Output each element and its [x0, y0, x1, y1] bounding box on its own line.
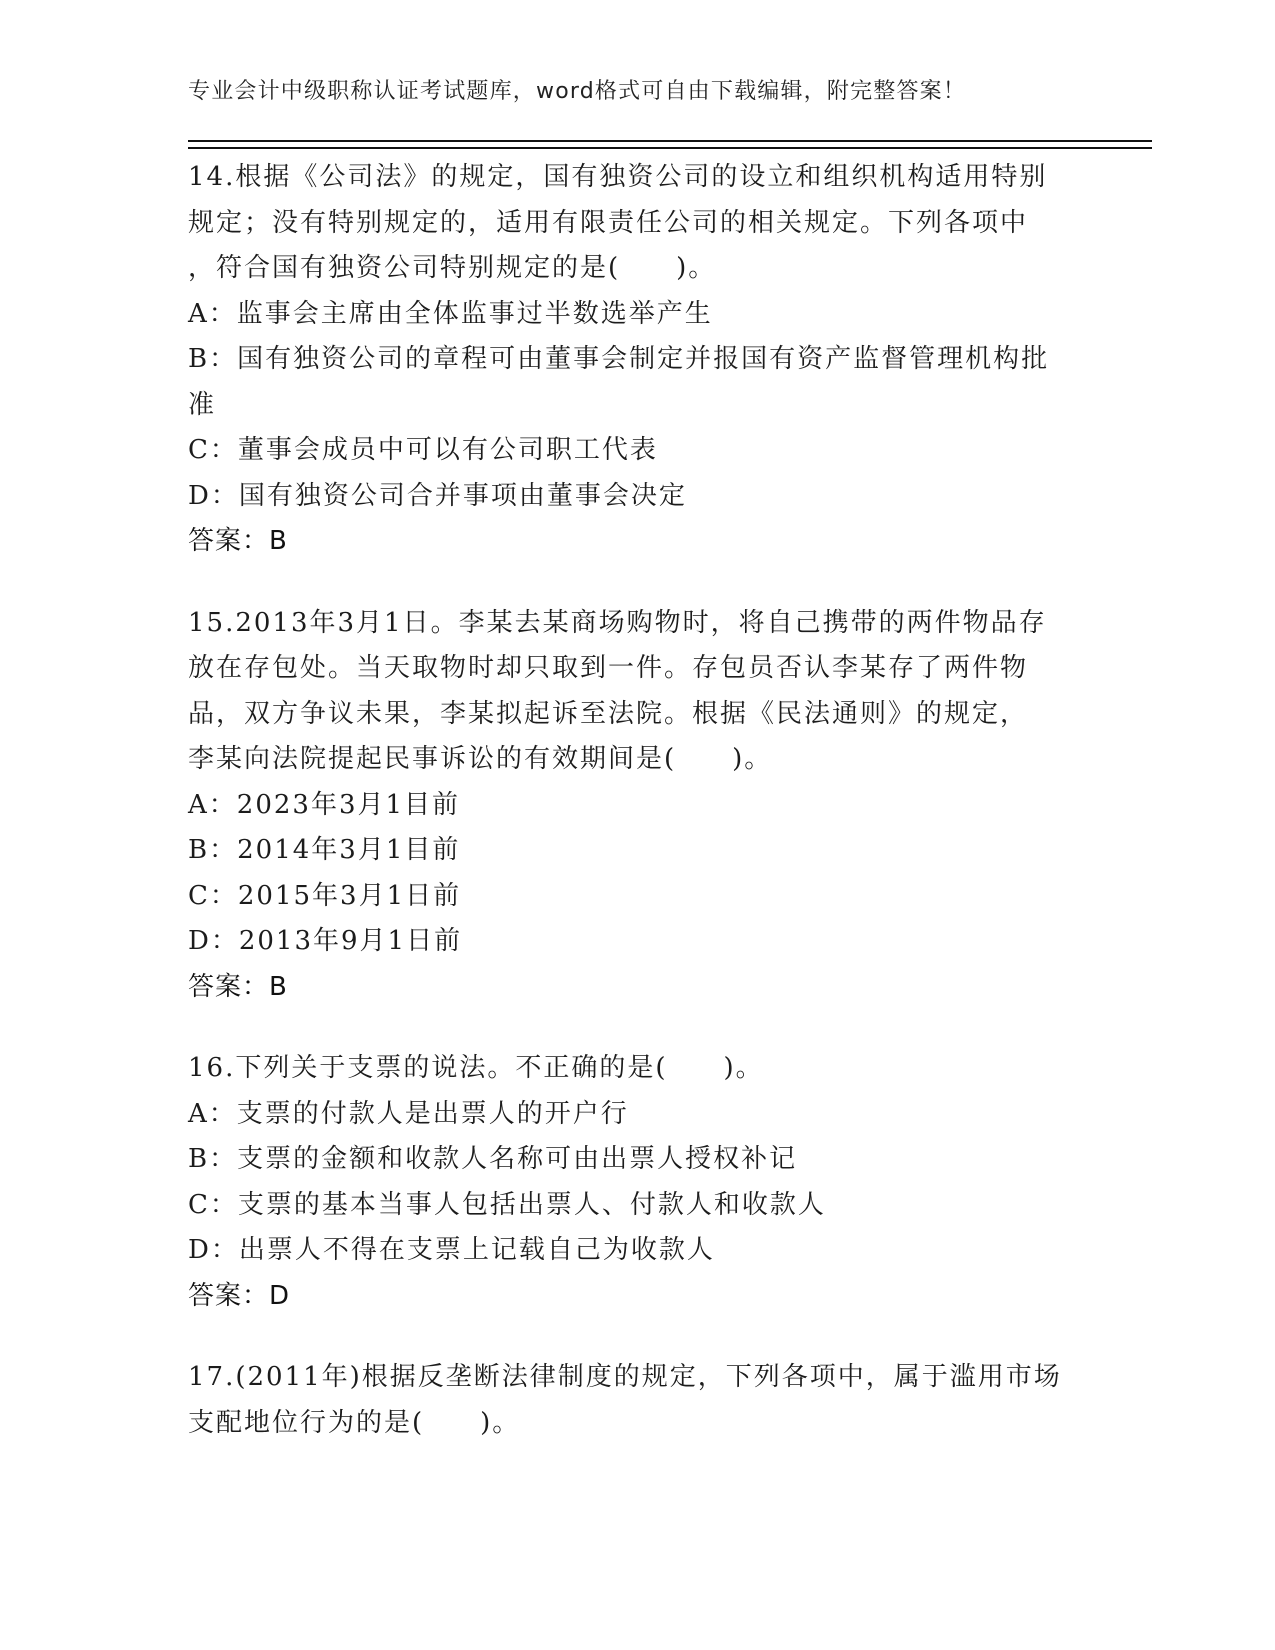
option-a: A：监事会主席由全体监事过半数选举产生	[188, 298, 713, 329]
question-stem-line: 规定；没有特别规定的，适用有限责任公司的相关规定。下列各项中	[188, 207, 1029, 238]
option-a: A：支票的付款人是出票人的开户行	[188, 1098, 629, 1129]
header-rule-top	[188, 140, 1152, 142]
question-stem-line: 14.根据《公司法》的规定，国有独资公司的设立和组织机构适用特别	[188, 162, 1048, 192]
header-rule-bottom	[188, 147, 1152, 149]
question-14	[188, 155, 1088, 565]
answer-label: 答案：D	[188, 1280, 291, 1311]
option-d: D：国有独资公司合并事项由董事会决定	[188, 480, 687, 511]
option-b: B：支票的金额和收款人名称可由出票人授权补记	[188, 1144, 798, 1174]
question-stem-line: 放在存包处。当天取物时却只取到一件。存包员否认李某存了两件物	[188, 653, 1029, 683]
option-b: B：国有独资公司的章程可由董事会制定并报国有资产监督管理机构批	[188, 344, 1050, 374]
option-b: B：2014年3月1目前	[188, 835, 461, 865]
question-stem-line: 李某向法院提起民事诉讼的有效期间是( )。	[188, 744, 773, 774]
question-stem-line: 17.(2011年)根据反垄断法律制度的规定，下列各项中，属于滥用市场	[188, 1362, 1062, 1392]
question-17	[188, 1355, 1088, 1446]
question-stem-line: ，符合国有独资公司特别规定的是( )。	[188, 253, 717, 283]
question-stem-line: 支配地位行为的是( )。	[188, 1407, 521, 1438]
option-c: C：2015年3月1日前	[188, 880, 462, 911]
question-15	[188, 601, 1088, 1011]
option-d: D：出票人不得在支票上记载自己为收款人	[188, 1235, 715, 1265]
answer-label: 答案：B	[188, 526, 288, 556]
option-c: C：支票的基本当事人包括出票人、付款人和收款人	[188, 1189, 826, 1220]
option-a: A：2023年3月1目前	[188, 789, 461, 820]
document-header: 专业会计中级职称认证考试题库，word格式可自由下载编辑，附完整答案！	[188, 79, 967, 104]
option-c: C：董事会成员中可以有公司职工代表	[188, 435, 658, 465]
answer-label: 答案：B	[188, 971, 288, 1002]
question-stem-line: 16.下列关于支票的说法。不正确的是( )。	[188, 1053, 764, 1083]
question-stem-line: 品，双方争议未果，李某拟起诉至法院。根据《民法通则》的规定，	[188, 698, 1029, 729]
question-16	[188, 1046, 1088, 1319]
option-b-continued: 准	[188, 389, 217, 420]
question-list	[188, 155, 1088, 1482]
option-d: D：2013年9月1日前	[188, 926, 463, 956]
question-stem-line: 15.2013年3月1日。李某去某商场购物时，将自己携带的两件物品存	[188, 607, 1047, 638]
